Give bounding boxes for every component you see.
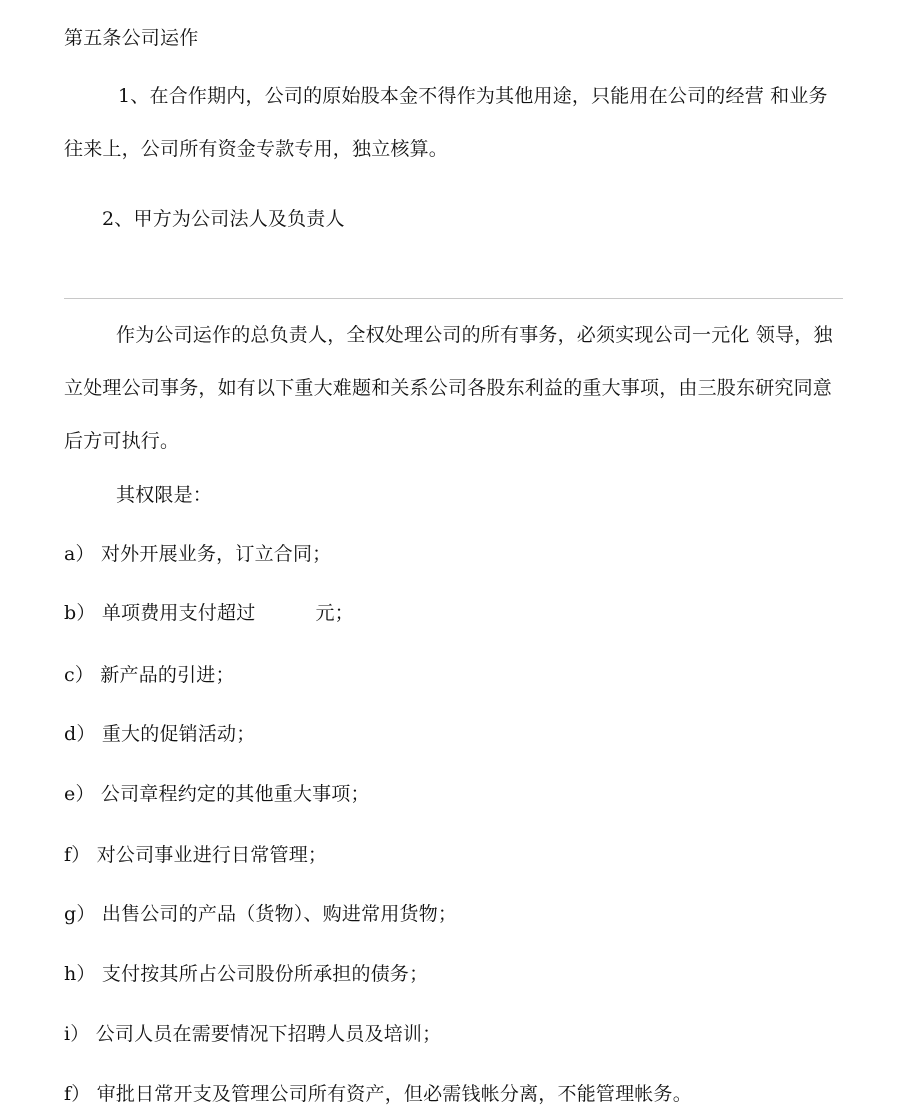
power-item-f — [64, 843, 327, 867]
power-item-d — [64, 722, 255, 746]
power-item-i — [64, 1022, 441, 1046]
paragraph-1-line-2: 往来上，公司所有资金专款专用，独立核算。 — [64, 138, 449, 160]
item-marker: c） — [64, 664, 95, 686]
paragraph-2-line-1: 作为公司运作的总负责人，全权处理公司的所有事务，必须实现公司一元化 领导，独 — [116, 324, 833, 346]
item-marker: f） — [64, 844, 91, 866]
item-marker: e） — [64, 783, 95, 805]
item-text: 审批日常开支及管理公司所有资产，但必需钱帐分离，不能管理帐务。 — [96, 1083, 692, 1105]
item-marker: f） — [64, 1083, 91, 1105]
item-marker: d） — [64, 723, 96, 745]
item-text: 公司人员在需要情况下招聘人员及培训； — [95, 1023, 442, 1045]
power-item-c — [64, 663, 235, 687]
item-text: 对公司事业进行日常管理； — [96, 844, 328, 866]
item-text: 支付按其所占公司股份所承担的债务； — [101, 963, 429, 985]
paragraph-2-line-3: 后方可执行。 — [64, 430, 180, 452]
item-marker: a） — [64, 543, 95, 565]
paragraph-1-line-1: 1、在合作期内，公司的原始股本金不得作为其他用途，只能用在公司的经营 和业务 — [118, 85, 828, 107]
item-suffix: 元； — [315, 602, 354, 624]
power-item-f-2 — [64, 1082, 692, 1106]
item-text: 对外开展业务，订立合同； — [100, 543, 332, 565]
item-text: 重大的促销活动； — [101, 723, 256, 745]
powers-intro: 其权限是： — [116, 484, 213, 506]
item-marker: h） — [64, 963, 96, 985]
power-item-g — [64, 902, 457, 926]
power-item-a — [64, 542, 331, 566]
page-divider — [64, 298, 843, 299]
item-text: 单项费用支付超过 — [101, 602, 256, 624]
item-marker: b） — [64, 602, 96, 624]
item-text: 出售公司的产品（货物）、购进常用货物； — [101, 903, 458, 925]
item-text: 公司章程约定的其他重大事项； — [100, 783, 370, 805]
item-2: 2、甲方为公司法人及负责人 — [102, 208, 345, 230]
power-item-b — [64, 601, 354, 625]
item-marker: i） — [64, 1023, 90, 1045]
item-text: 新产品的引进； — [100, 664, 235, 686]
paragraph-2-line-2: 立处理公司事务，如有以下重大难题和关系公司各股东利益的重大事项，由三股东研究同意 — [64, 377, 833, 399]
power-item-h — [64, 962, 428, 986]
power-item-e — [64, 782, 370, 806]
section-heading: 第五条公司运作 — [64, 27, 199, 49]
item-marker: g） — [64, 903, 96, 925]
